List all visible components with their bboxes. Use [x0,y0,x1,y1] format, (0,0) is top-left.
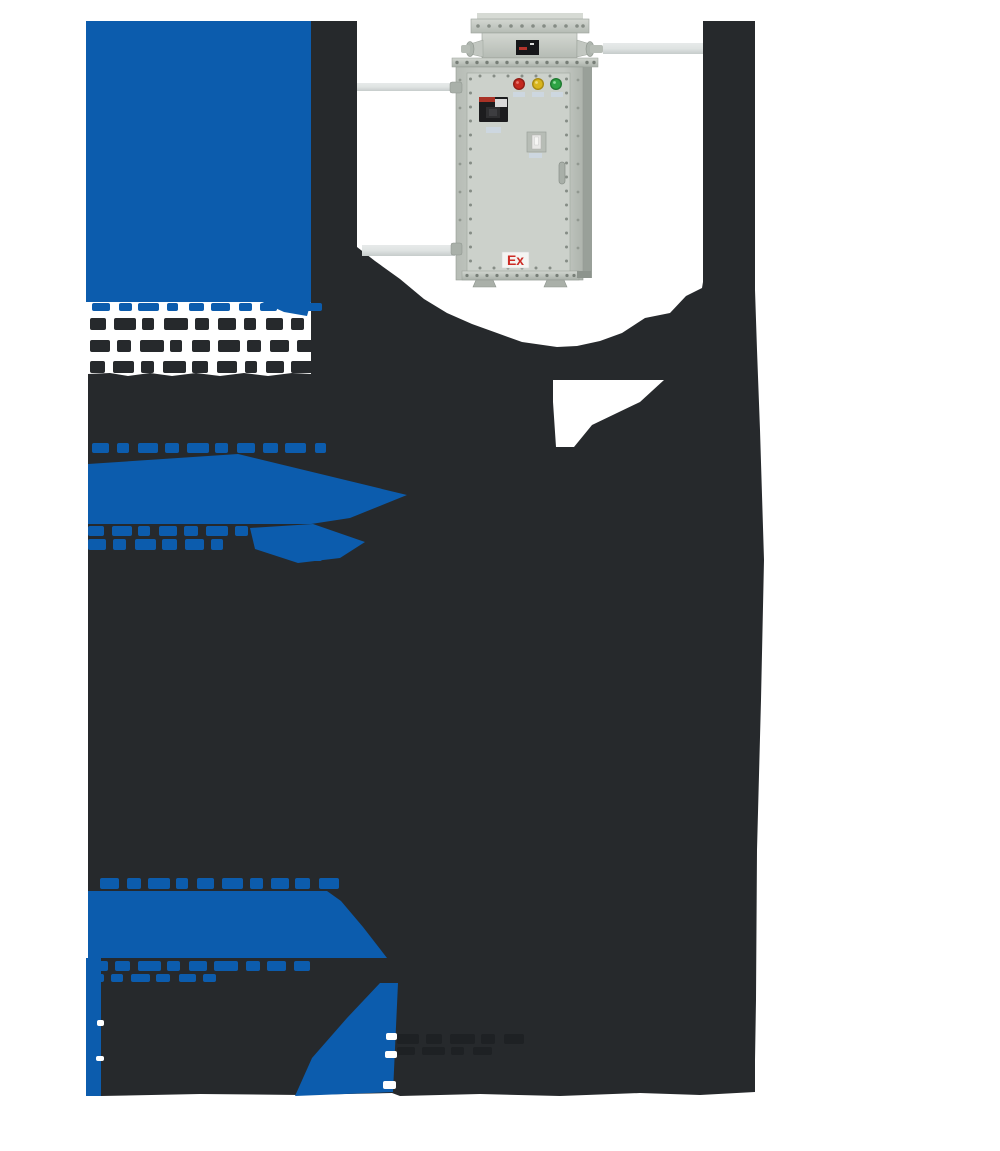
cabinet-side-panel [583,67,592,278]
foot-left [473,280,496,287]
light-label-3 [551,92,563,97]
circuit-breaker [479,97,508,122]
red-indicator-light [513,78,525,90]
breaker-label [486,127,501,133]
ex-label-text: Ex [506,252,525,268]
display-white-mark [530,43,534,45]
blue-left-strip [86,958,101,1096]
rocker-switch [527,132,546,152]
switch-label [529,153,542,158]
cabinet-top-lip [477,13,583,19]
yellow-indicator-light [532,78,544,90]
green-indicator-light [550,78,562,90]
connector-line-left-bottom [362,245,455,256]
hinge-bottom [451,243,462,255]
light-label-1 [513,92,525,97]
ex-marking [502,252,529,268]
product-photo [450,13,603,287]
connector-line-right-top [603,43,703,54]
door-handle [559,162,565,184]
foot-right [544,280,567,287]
cable-gland-right [577,40,603,57]
connector-line-left-top [357,83,457,91]
bottom-flange [462,271,579,280]
cable-gland-left [461,40,483,57]
display-red-mark [519,47,527,50]
blue-header-block [86,21,311,316]
blue-title-rectangle [86,21,311,302]
rear-foot [577,271,591,278]
blue-title-tail [262,302,311,316]
light-label-2 [532,92,544,97]
hinge-top [450,82,462,93]
